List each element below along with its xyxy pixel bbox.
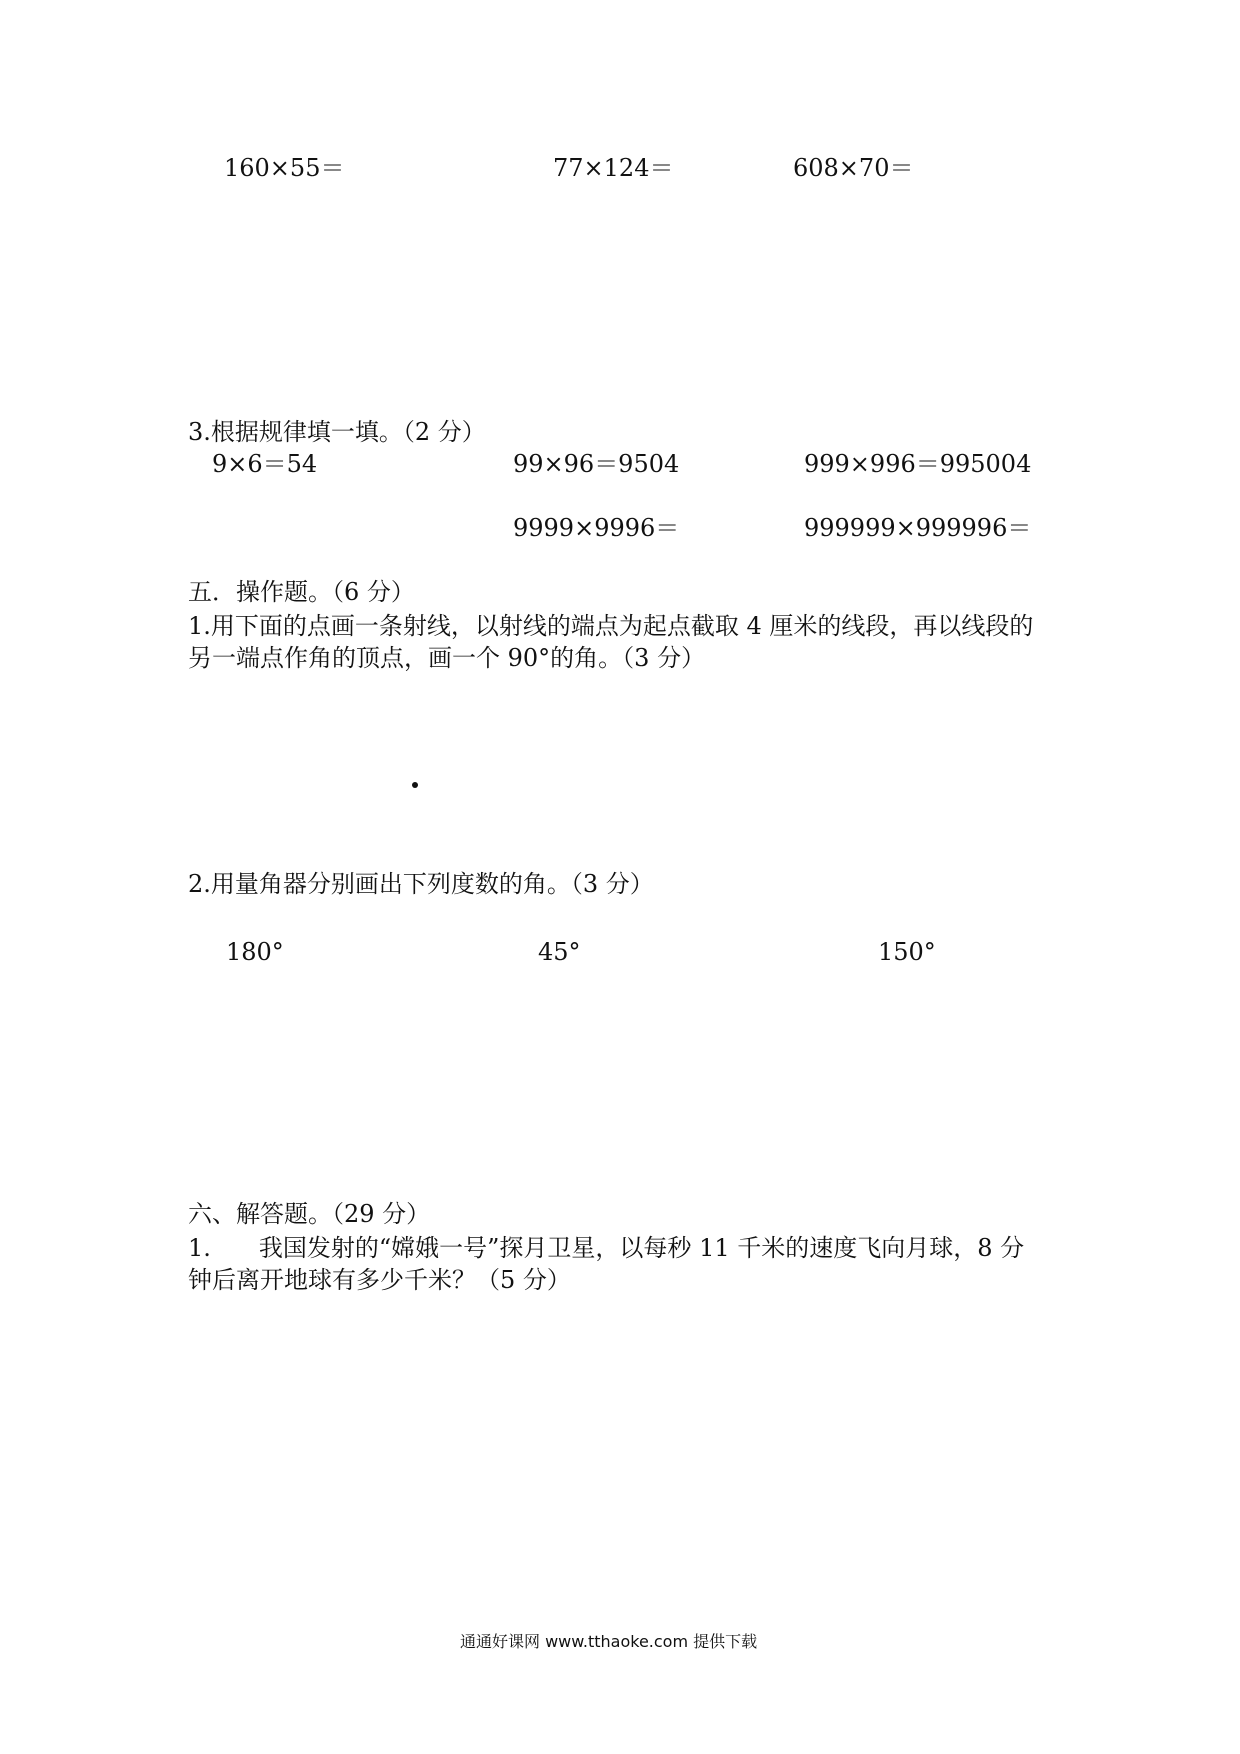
section5-heading: 五．操作题。（6 分）	[188, 578, 415, 606]
problem-77x124: 77×124＝	[553, 154, 674, 182]
problem-160x55: 160×55＝	[224, 154, 345, 182]
angle-150: 150°	[878, 938, 936, 966]
angle-45: 45°	[538, 938, 581, 966]
problem-608x70: 608×70＝	[793, 154, 914, 182]
pattern-item-4: 9999×9996＝	[513, 514, 680, 542]
section5-q1-line1: 1.用下面的点画一条射线，以射线的端点为起点截取 4 厘米的线段，再以线段的	[188, 612, 1034, 640]
ray-start-point	[412, 782, 418, 788]
section5-q1-line2: 另一端点作角的顶点，画一个 90°的角。（3 分）	[188, 644, 706, 672]
pattern-item-5: 999999×999996＝	[804, 514, 1032, 542]
pattern-item-3: 999×996＝995004	[804, 450, 1032, 478]
section6-q1-line2: 钟后离开地球有多少千米？（5 分）	[188, 1266, 571, 1294]
section6-heading: 六、解答题。（29 分）	[188, 1200, 431, 1228]
section6-q1-line1: 1. 我国发射的“嫦娥一号”探月卫星，以每秒 11 千米的速度飞向月球，8 分	[188, 1234, 1025, 1262]
pattern-item-1: 9×6＝54	[212, 450, 318, 478]
footer-credit: 通通好课网 www.tthaoke.com 提供下载	[460, 1632, 758, 1651]
pattern-item-2: 99×96＝9504	[513, 450, 680, 478]
pattern-heading: 3.根据规律填一填。（2 分）	[188, 418, 486, 446]
section5-q2: 2.用量角器分别画出下列度数的角。（3 分）	[188, 870, 654, 898]
angle-180: 180°	[226, 938, 284, 966]
